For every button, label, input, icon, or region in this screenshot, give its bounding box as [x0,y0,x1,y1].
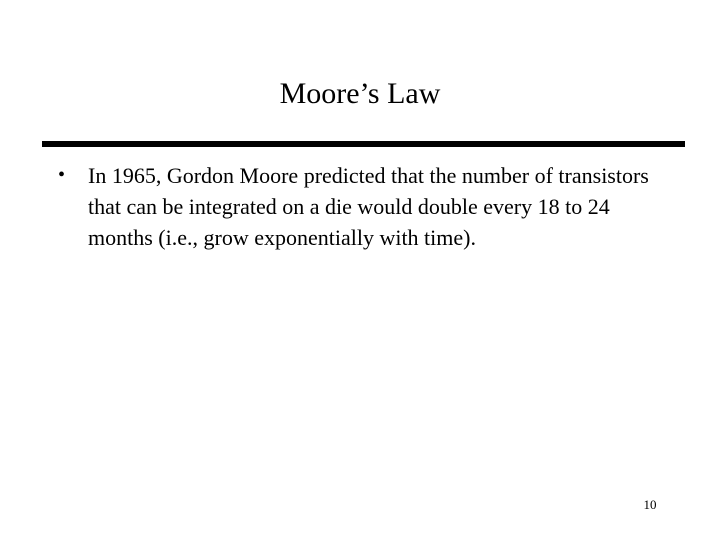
slide-title: Moore’s Law [279,77,441,110]
bullet-item [58,160,678,253]
bullet-marker: • [58,164,66,186]
title-divider [42,141,685,147]
bullet-list [58,160,678,253]
bullet-text: In 1965, Gordon Moore predicted that the number of transistors that can be integrated on a die would double every 18 to 24 months (i.e., grow exponentially with time). [88,163,649,250]
page-number: 10 [643,497,657,512]
